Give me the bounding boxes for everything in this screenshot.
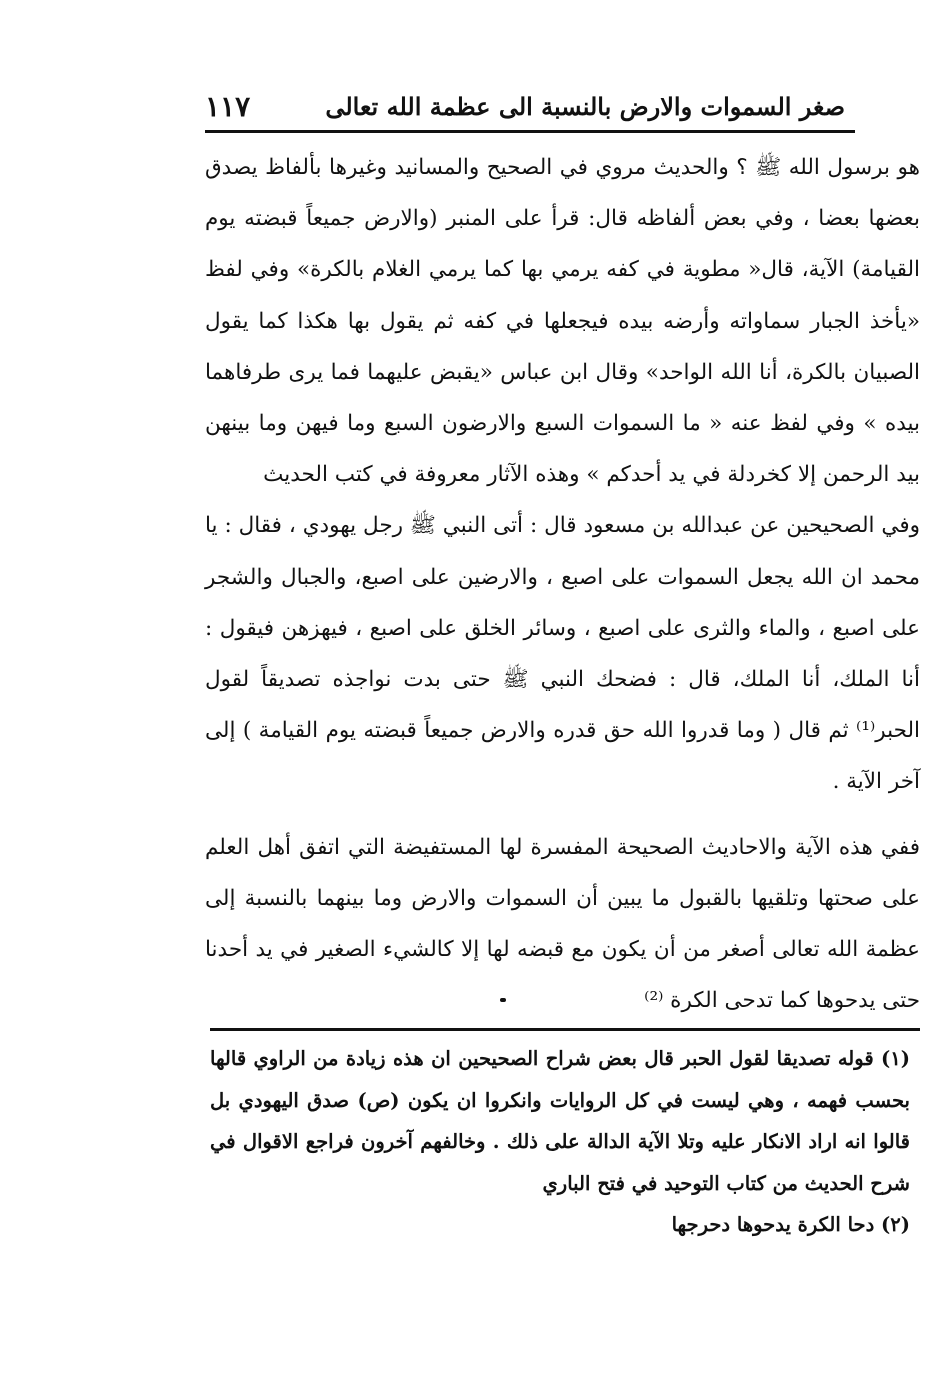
running-header xyxy=(205,84,845,128)
separator-dot xyxy=(500,998,506,1002)
paragraph-gap xyxy=(205,808,920,822)
running-title: صغر السموات والارض بالنسبة الى عظمة الله تعالى xyxy=(325,91,845,121)
paragraph-2: وفي الصحيحين عن عبدالله بن مسعود قال : أتى النبي ﷺ رجل يهودي ، فقال : يا محمد ان الله يجعل السموات على اصبع ، والارضين على اصبع، والجبال والشجر على اصبع ، والماء والثرى على اصبع ، وسائر الخلق على اصبع ، فيهزهن فيقول : أنا الملك، أنا الملك، قال : فضحك النبي ﷺ حتى بدت نواجذه تصديقاً لقول الحبر⁽¹⁾ ثم قال ( وما قدروا الله حق قدره والارض جميعاً قبضته يوم القيامة ) إلى آخر الآية . xyxy=(205,513,920,795)
footnote-rule xyxy=(210,1028,920,1031)
paragraph-1: هو برسول الله ﷺ ؟ والحديث مروي في الصحيح والمسانيد وغيرها بألفاظ يصدق بعضها بعضا ، وفي بعض ألفاظه قال: قرأ على المنبر (والارض جميعاً قبضته يوم القيامة) الآية، قال« مطوية في كفه يرمي بها كما يرمي الغلام بالكرة» وفي لفظ «يأخذ الجبار سماواته وأرضه بيده فيجعلها في كفه ثم يقول بها هكذا كما يقول الصبيان بالكرة، أنا الله الواحد» وقال ابن عباس «يقبض عليهما فما يرى طرفاهما بيده » وفي لفظ عنه « ما السموات السبع والارضون السبع وما فيهن وما بينهن بيد الرحمن إلا كخردلة في يد أحدكم » وهذه الآثار معروفة في كتب الحديث xyxy=(205,155,920,488)
main-text xyxy=(205,142,920,1026)
page-number: ١١٧ xyxy=(205,89,251,123)
footnote-2: (٢) دحا الكرة يدحوها دحرجها xyxy=(671,1213,910,1236)
footnotes xyxy=(210,1038,910,1246)
paragraph-3: ففي هذه الآية والاحاديث الصحيحة المفسرة لها المستفيضة التي اتفق أهل العلم على صحتها وتلقيها بالقبول ما يبين أن السموات والارض وما بينهما بالنسبة إلى عظمة الله تعالى أصغر من أن يكون مع قبضه لها إلا كالشيء الصغير في يد أحدنا حتى يدحوها كما تدحى الكرة ⁽²⁾ xyxy=(205,834,920,1014)
header-rule xyxy=(205,130,855,133)
footnote-1: (١) قوله تصديقا لقول الحبر قال بعض شراح الصحيحين ان هذه زيادة من الراوي قالها بحسب فهمه ، وهي ليست في كل الروايات وانكروا ان يكون (ص) صدق اليهودي بل قالوا انه اراد الانكار عليه وتلا الآية الدالة على ذلك . وخالفهم آخرون فراجع الاقوال في شرح الحديث من كتاب التوحيد في فتح الباري xyxy=(210,1047,910,1195)
